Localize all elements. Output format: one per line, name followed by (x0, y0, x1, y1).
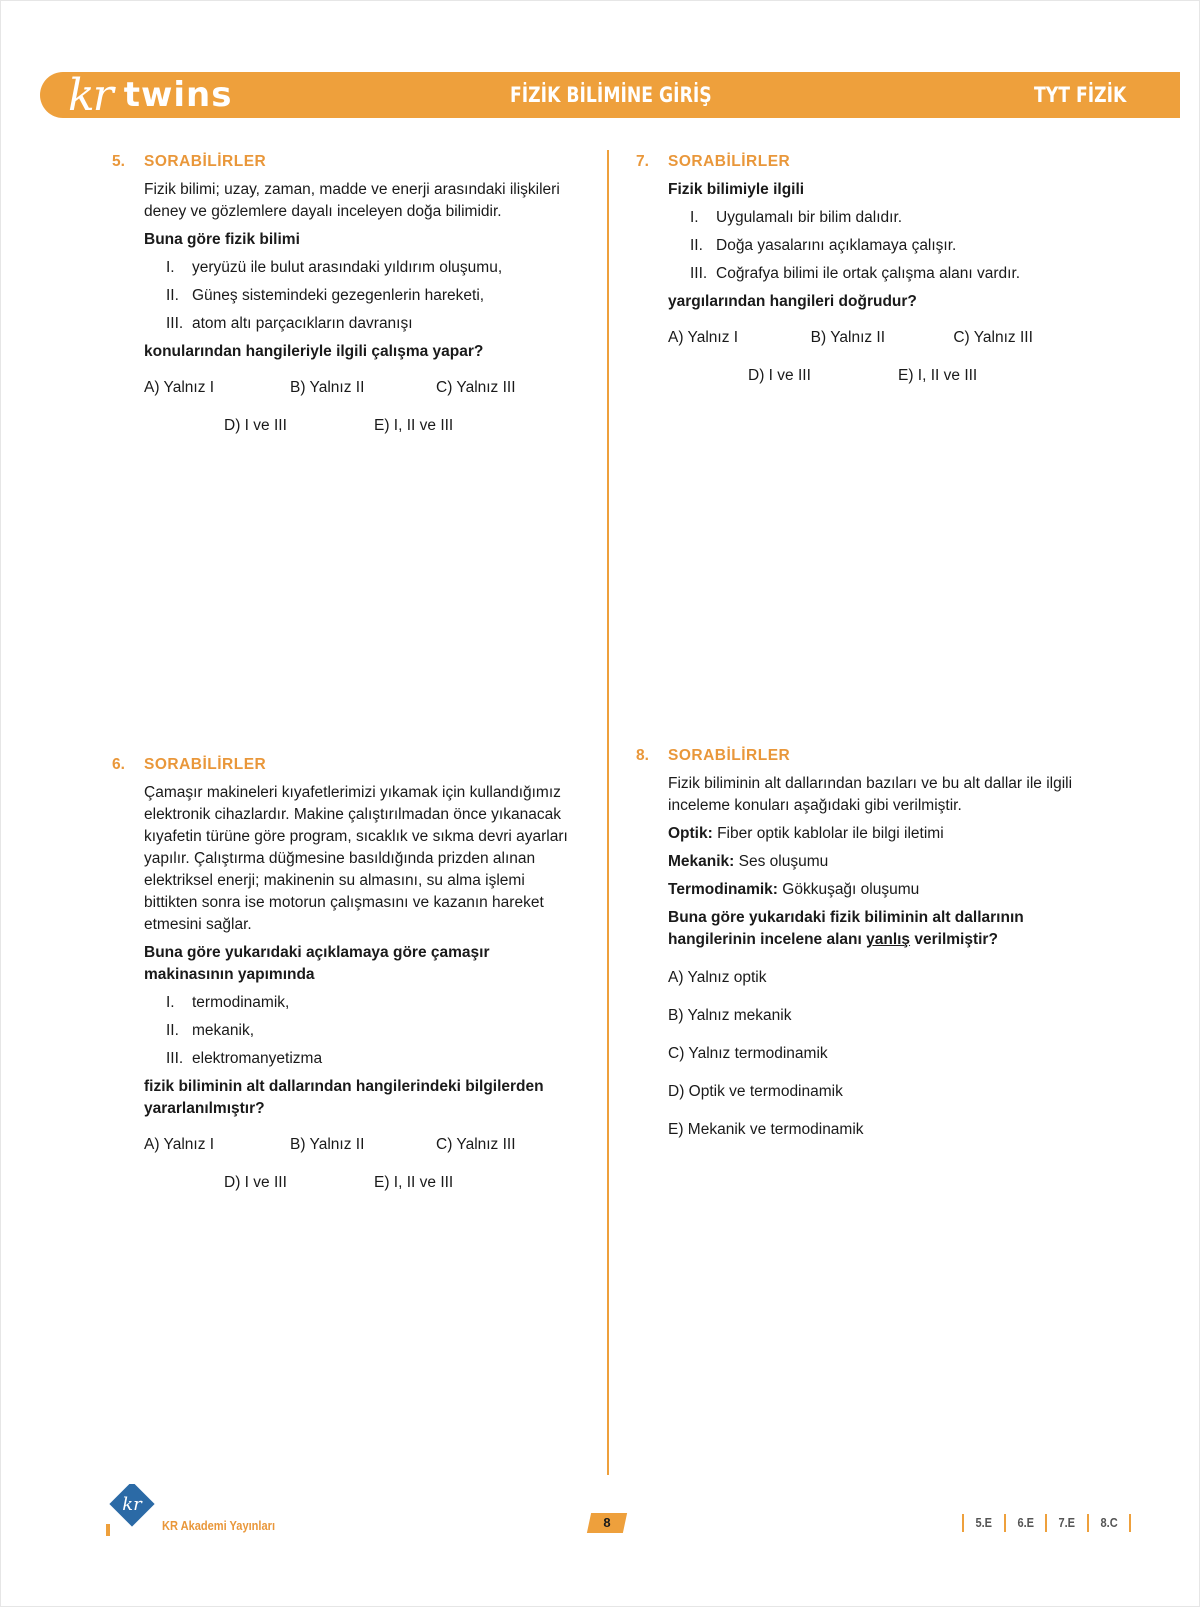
answer-separator (1045, 1514, 1047, 1532)
option-e[interactable]: E) I, II ve III (374, 1174, 454, 1191)
publisher-name: KR Akademi Yayınları (162, 1518, 276, 1533)
question-label: SORABİLİRLER (668, 153, 791, 170)
option-c[interactable]: C) Yalnız termodinamik (668, 1045, 828, 1062)
question-prompt: Buna göre fizik bilimi (144, 231, 300, 248)
option-e[interactable]: E) I, II ve III (898, 367, 978, 384)
chapter-title: FİZİK BİLİMİNE GİRİŞ (510, 83, 712, 107)
column-divider (607, 150, 609, 1475)
branch-pair: Mekanik: Ses oluşumu (668, 853, 829, 870)
option-e[interactable]: E) Mekanik ve termodinamik (668, 1121, 864, 1138)
question-intro: Fizik bilimi; uzay, zaman, madde ve enerji arasındaki ilişkileri deney ve gözlemlere dayalı inceleyen doğa bilimidir. (144, 181, 560, 220)
option-c[interactable]: C) Yalnız III (436, 379, 516, 396)
answer-separator (1087, 1514, 1089, 1532)
question-label: SORABİLİRLER (668, 747, 791, 764)
answer-separator (1004, 1514, 1006, 1532)
question-intro: Fizik biliminin alt dallarından bazıları ve bu alt dallar ile ilgili inceleme konuları aşağıdaki gibi verilmiştir. (668, 775, 1073, 814)
roman-item: I. yeryüzü ile bulut arasındaki yıldırım oluşumu, (166, 259, 503, 276)
question-prompt: Buna göre yukarıdaki açıklamaya göre çamaşır makinasının yapımında (144, 944, 490, 983)
underlined-word: yanlış (866, 931, 911, 948)
roman-item: III. atom altı parçacıkların davranışı (166, 315, 413, 332)
option-b[interactable]: B) Yalnız II (290, 379, 365, 396)
option-b[interactable]: B) Yalnız II (810, 329, 886, 346)
answer-separator (962, 1514, 964, 1532)
answer-item: 5.E (975, 1515, 993, 1530)
question-8 (636, 745, 1096, 1141)
question-number: 7. (636, 153, 649, 170)
option-b[interactable]: B) Yalnız mekanik (668, 1007, 792, 1024)
question-6 (112, 754, 582, 1194)
option-d[interactable]: D) I ve III (224, 1174, 287, 1191)
kr-akademi-logo-icon (104, 1484, 158, 1538)
question-text: konularından hangileriyle ilgili çalışma yapar? (144, 343, 484, 360)
option-d[interactable]: D) Optik ve termodinamik (668, 1083, 843, 1100)
option-d[interactable]: D) I ve III (224, 417, 287, 434)
question-number: 5. (112, 153, 125, 170)
option-c[interactable]: C) Yalnız III (953, 329, 1033, 346)
answer-item: 7.E (1058, 1515, 1076, 1530)
answer-item: 8.C (1100, 1515, 1118, 1530)
option-a[interactable]: A) Yalnız I (144, 1136, 215, 1153)
question-prompt: Fizik bilimiyle ilgili (668, 181, 805, 198)
page-number: 8 (603, 1515, 611, 1530)
answer-separator (1129, 1514, 1131, 1532)
option-a[interactable]: A) Yalnız optik (668, 969, 767, 986)
question-5 (112, 151, 582, 437)
question-text: Buna göre yukarıdaki fizik biliminin alt dallarının hangilerinin incelene alanı yanlış verilmiştir? (668, 909, 1024, 948)
option-e[interactable]: E) I, II ve III (374, 417, 454, 434)
roman-item: III. Coğrafya bilimi ile ortak çalışma alanı vardır. (690, 265, 1021, 282)
kr-twins-logo (68, 70, 232, 120)
roman-item: I. Uygulamalı bir bilim dalıdır. (690, 209, 903, 226)
subject-title: TYT FİZİK (1034, 83, 1127, 107)
answer-item: 6.E (1016, 1515, 1034, 1530)
option-a[interactable]: A) Yalnız I (144, 379, 215, 396)
option-d[interactable]: D) I ve III (748, 367, 811, 384)
question-number: 8. (636, 747, 649, 764)
branch-pair: Optik: Fiber optik kablolar ile bilgi iletimi (668, 825, 944, 842)
roman-item: III. elektromanyetizma (166, 1050, 323, 1067)
question-label: SORABİLİRLER (144, 756, 267, 773)
question-text: yargılarından hangileri doğrudur? (668, 293, 917, 310)
question-text: fizik biliminin alt dallarından hangilerindeki bilgilerden yararlanılmıştır? (144, 1078, 544, 1117)
option-c[interactable]: C) Yalnız III (436, 1136, 516, 1153)
logo-twins-text: twins (123, 75, 233, 115)
option-b[interactable]: B) Yalnız II (290, 1136, 365, 1153)
roman-item: II. mekanik, (166, 1022, 255, 1039)
branch-pair: Termodinamik: Gökkuşağı oluşumu (668, 881, 920, 898)
logo-kr-text: kr (68, 69, 112, 121)
roman-item: II. Doğa yasalarını açıklamaya çalışır. (690, 237, 957, 254)
question-7 (636, 151, 1096, 387)
question-number: 6. (112, 756, 125, 773)
logo-kr-glyph: kr (122, 1494, 142, 1515)
answer-key (952, 1514, 1141, 1532)
question-intro: Çamaşır makineleri kıyafetlerimizi yıkamak için kullandığımız elektronik cihazlardır. Makine çalıştırılmadan önce yıkanacak kıyafetin türüne göre program, sıcaklık ve sıkma devri ayarları yapılır. Çalıştırma düğmesine basıldığında prizden alınan elektriksel enerji; makinenin su almasını, su alma işlemi bittikten sonra ise motorun çalışmasını ve kazanın hareket etmesini sağlar. (144, 784, 568, 933)
question-label: SORABİLİRLER (144, 153, 267, 170)
option-a[interactable]: A) Yalnız I (668, 329, 739, 346)
roman-item: II. Güneş sistemindeki gezegenlerin hareketi, (166, 287, 485, 304)
roman-item: I. termodinamik, (166, 994, 290, 1011)
